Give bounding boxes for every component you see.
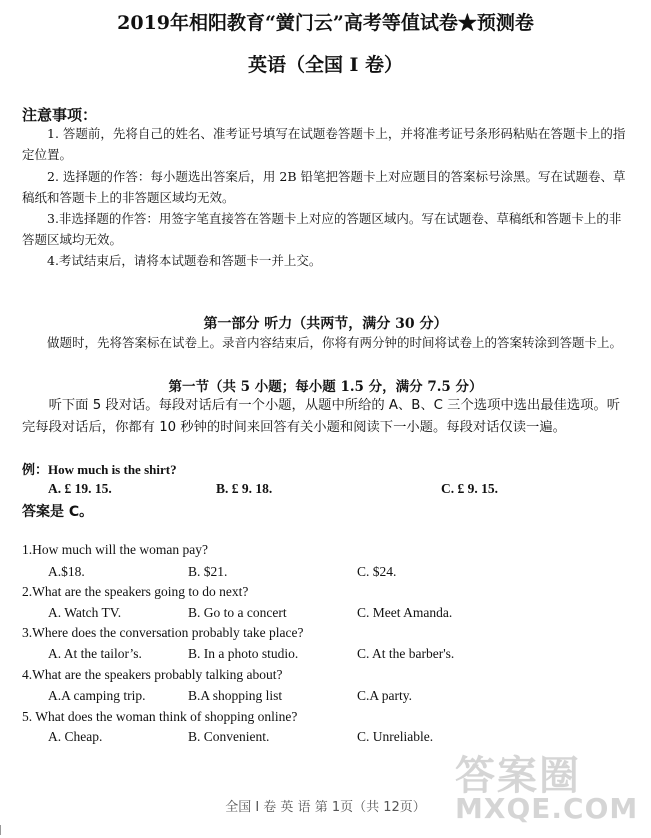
question-2: 2.What are the speakers going to do next? [22, 584, 249, 599]
page-corner-mark [0, 825, 9, 835]
exam-title: 2019年相阳教育“黉门云”高考等值试卷★预测卷 [117, 12, 534, 34]
page-footer: 全国 I 卷 英 语 第 1页（共 12页） [225, 800, 426, 815]
watermark-url: MXQE.COM [455, 792, 639, 825]
section1-instructions: 听下面 5 段对话。每段对话后有一个小题，从题中所给的 A、B、C 三个选项中选出最佳选项。听完每段对话后，你都有 10 秒钟的时间来回答有关小题和阅读下一小题。每段对话仅读一遍。 [22, 398, 621, 435]
example-label: 例： [22, 462, 49, 477]
q5-option-b: B. Convenient. [188, 729, 270, 744]
site-watermark [455, 744, 645, 836]
q4-option-c: C.A party. [357, 688, 412, 703]
q4-option-a: A.A camping trip. [48, 688, 146, 703]
q5-option-c: C. Unreliable. [357, 729, 434, 744]
example-question [22, 459, 177, 478]
q5-option-a: A. Cheap. [48, 729, 103, 744]
example-answer: 答案是 C。 [22, 504, 94, 520]
q1-option-c: C. $24. [357, 564, 397, 579]
notice-heading: 注意事项： [22, 106, 98, 124]
notice-item-4: 4.考试结束后，请将本试题卷和答题卡一并上交。 [47, 253, 322, 268]
q2-option-c: C. Meet Amanda. [357, 605, 453, 620]
notice-item-2: 2. 选择题的作答：每小题选出答案后，用 2B 铅笔把答题卡上对应题目的答案标号涂黑。写在试题卷、草稿纸和答题卡上的非答题区域均无效。 [22, 169, 626, 205]
notice-item-1: 1. 答题前，先将自己的姓名、准考证号填写在试题卷答题卡上，并将准考证号条形码粘贴在答题卡上的指定位置。 [22, 126, 626, 162]
example-option-a: A. £ 19. 15. [48, 481, 112, 496]
section1-title: 第一节（共 5 小题；每小题 1.5 分，满分 7.5 分） [168, 379, 483, 395]
question-4: 4.What are the speakers probably talking about? [22, 667, 283, 682]
question-1: 1.How much will the woman pay? [22, 542, 208, 557]
q3-option-b: B. In a photo studio. [188, 646, 299, 661]
q2-option-b: B. Go to a concert [188, 605, 287, 620]
part1-intro: 做题时，先将答案标在试卷上。录音内容结束后，你将有两分钟的时间将试卷上的答案转涂到答题卡上。 [47, 335, 623, 350]
q2-option-a: A. Watch TV. [48, 605, 122, 620]
q1-option-b: B. $21. [188, 564, 228, 579]
exam-subtitle: 英语（全国 I 卷） [247, 54, 404, 76]
q3-option-a: A. At the tailor’s. [48, 646, 142, 661]
q1-option-a: A.$18. [48, 564, 85, 579]
q4-option-b: B.A shopping list [188, 688, 283, 703]
part1-title: 第一部分 听力（共两节，满分 30 分） [203, 316, 448, 332]
watermark-text: 答案圈 [455, 753, 581, 799]
example-question-text: How much is the shirt? [48, 462, 177, 477]
q3-option-c: C. At the barber's. [357, 646, 455, 661]
example-option-c: C. £ 9. 15. [441, 481, 498, 496]
question-5: 5. What does the woman think of shopping online? [22, 709, 298, 724]
question-3: 3.Where does the conversation probably take place? [22, 625, 304, 640]
example-option-b: B. £ 9. 18. [216, 481, 273, 496]
notice-item-3: 3.非选择题的作答：用签字笔直接答在答题卡上对应的答题区域内。写在试题卷、草稿纸和答题卡上的非答题区域均无效。 [22, 211, 622, 247]
